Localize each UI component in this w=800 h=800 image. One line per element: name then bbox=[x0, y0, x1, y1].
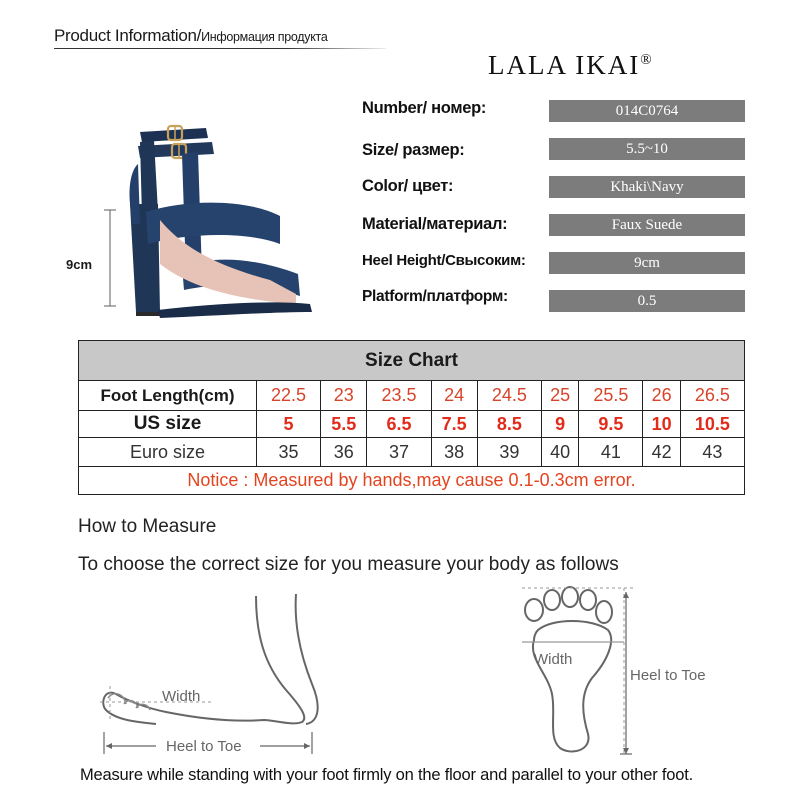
product-info-title bbox=[54, 26, 327, 46]
size-chart-table bbox=[78, 340, 745, 495]
cell-us-size: 8.5 bbox=[477, 411, 541, 438]
header-divider bbox=[54, 48, 386, 49]
table-row-euro-size bbox=[79, 438, 745, 467]
spec-label-material: Material/материал: bbox=[362, 215, 508, 233]
spec-value-size: 5.5~10 bbox=[549, 138, 745, 160]
cell-euro-size: 41 bbox=[579, 438, 643, 467]
spec-label-size: Size/ размер: bbox=[362, 141, 465, 159]
cell-euro-size: 35 bbox=[257, 438, 321, 467]
foot-sole-diagram bbox=[512, 584, 732, 759]
cell-euro-size: 36 bbox=[321, 438, 367, 467]
measurement-notice: Notice : Measured by hands,may cause 0.1-0.3cm error. bbox=[79, 467, 745, 495]
cell-euro-size: 42 bbox=[643, 438, 680, 467]
cell-euro-size: 43 bbox=[680, 438, 744, 467]
cell-us-size: 5.5 bbox=[321, 411, 367, 438]
heel-height-label: 9cm bbox=[66, 257, 93, 272]
spec-label-heel-height: Heel Height/Свысоким: bbox=[362, 252, 526, 269]
cell-us-size: 9 bbox=[541, 411, 578, 438]
spec-value-color: Khaki\Navy bbox=[549, 176, 745, 198]
spec-label-platform: Platform/платформ: bbox=[362, 288, 508, 305]
how-to-measure-heading: How to Measure bbox=[78, 516, 217, 537]
measure-footnote: Measure while standing with your foot firmly on the floor and parallel to your other foot. bbox=[80, 766, 693, 784]
heel-height-indicator bbox=[100, 208, 120, 308]
how-to-measure-description: To choose the correct size for you measure your body as follows bbox=[78, 554, 619, 575]
cell-foot-length: 23.5 bbox=[367, 381, 431, 411]
cell-foot-length: 24.5 bbox=[477, 381, 541, 411]
cell-us-size: 9.5 bbox=[579, 411, 643, 438]
cell-us-size: 5 bbox=[257, 411, 321, 438]
spec-value-platform: 0.5 bbox=[549, 290, 745, 312]
product-info-title-en: Product Information/ bbox=[54, 26, 202, 45]
cell-euro-size: 37 bbox=[367, 438, 431, 467]
side-heel-to-toe-label: Heel to Toe bbox=[166, 738, 242, 755]
cell-foot-length: 25.5 bbox=[579, 381, 643, 411]
cell-foot-length: 26 bbox=[643, 381, 680, 411]
cell-foot-length: 23 bbox=[321, 381, 367, 411]
spec-value-number: 014C0764 bbox=[549, 100, 745, 122]
side-width-label: Width bbox=[162, 688, 201, 705]
shoe-image bbox=[120, 124, 320, 324]
spec-value-material: Faux Suede bbox=[549, 214, 745, 236]
cell-us-size: 6.5 bbox=[367, 411, 431, 438]
cell-foot-length: 22.5 bbox=[257, 381, 321, 411]
row-header-us-size: US size bbox=[79, 411, 257, 438]
row-header-foot-length: Foot Length(cm) bbox=[79, 381, 257, 411]
row-header-euro-size: Euro size bbox=[79, 438, 257, 467]
spec-label-color: Color/ цвет: bbox=[362, 177, 454, 195]
cell-foot-length: 24 bbox=[431, 381, 477, 411]
cell-us-size: 10 bbox=[643, 411, 680, 438]
foot-side-diagram bbox=[96, 594, 336, 764]
sole-width-label: Width bbox=[534, 651, 573, 668]
cell-euro-size: 40 bbox=[541, 438, 578, 467]
product-info-title-ru: Информация продукта bbox=[201, 30, 328, 44]
sole-heel-to-toe-label: Heel to Toe bbox=[630, 667, 706, 684]
registered-mark: ® bbox=[640, 52, 654, 68]
spec-label-number: Number/ номер: bbox=[362, 99, 487, 117]
size-chart-title: Size Chart bbox=[79, 341, 745, 381]
cell-foot-length: 25 bbox=[541, 381, 578, 411]
brand-logo bbox=[488, 50, 654, 81]
spec-value-heel-height: 9cm bbox=[549, 252, 745, 274]
brand-name: LALA IKAI bbox=[488, 50, 641, 80]
cell-us-size: 10.5 bbox=[680, 411, 744, 438]
table-row-us-size bbox=[79, 411, 745, 438]
cell-foot-length: 26.5 bbox=[680, 381, 744, 411]
cell-euro-size: 39 bbox=[477, 438, 541, 467]
table-row-foot-length bbox=[79, 381, 745, 411]
cell-us-size: 7.5 bbox=[431, 411, 477, 438]
cell-euro-size: 38 bbox=[431, 438, 477, 467]
